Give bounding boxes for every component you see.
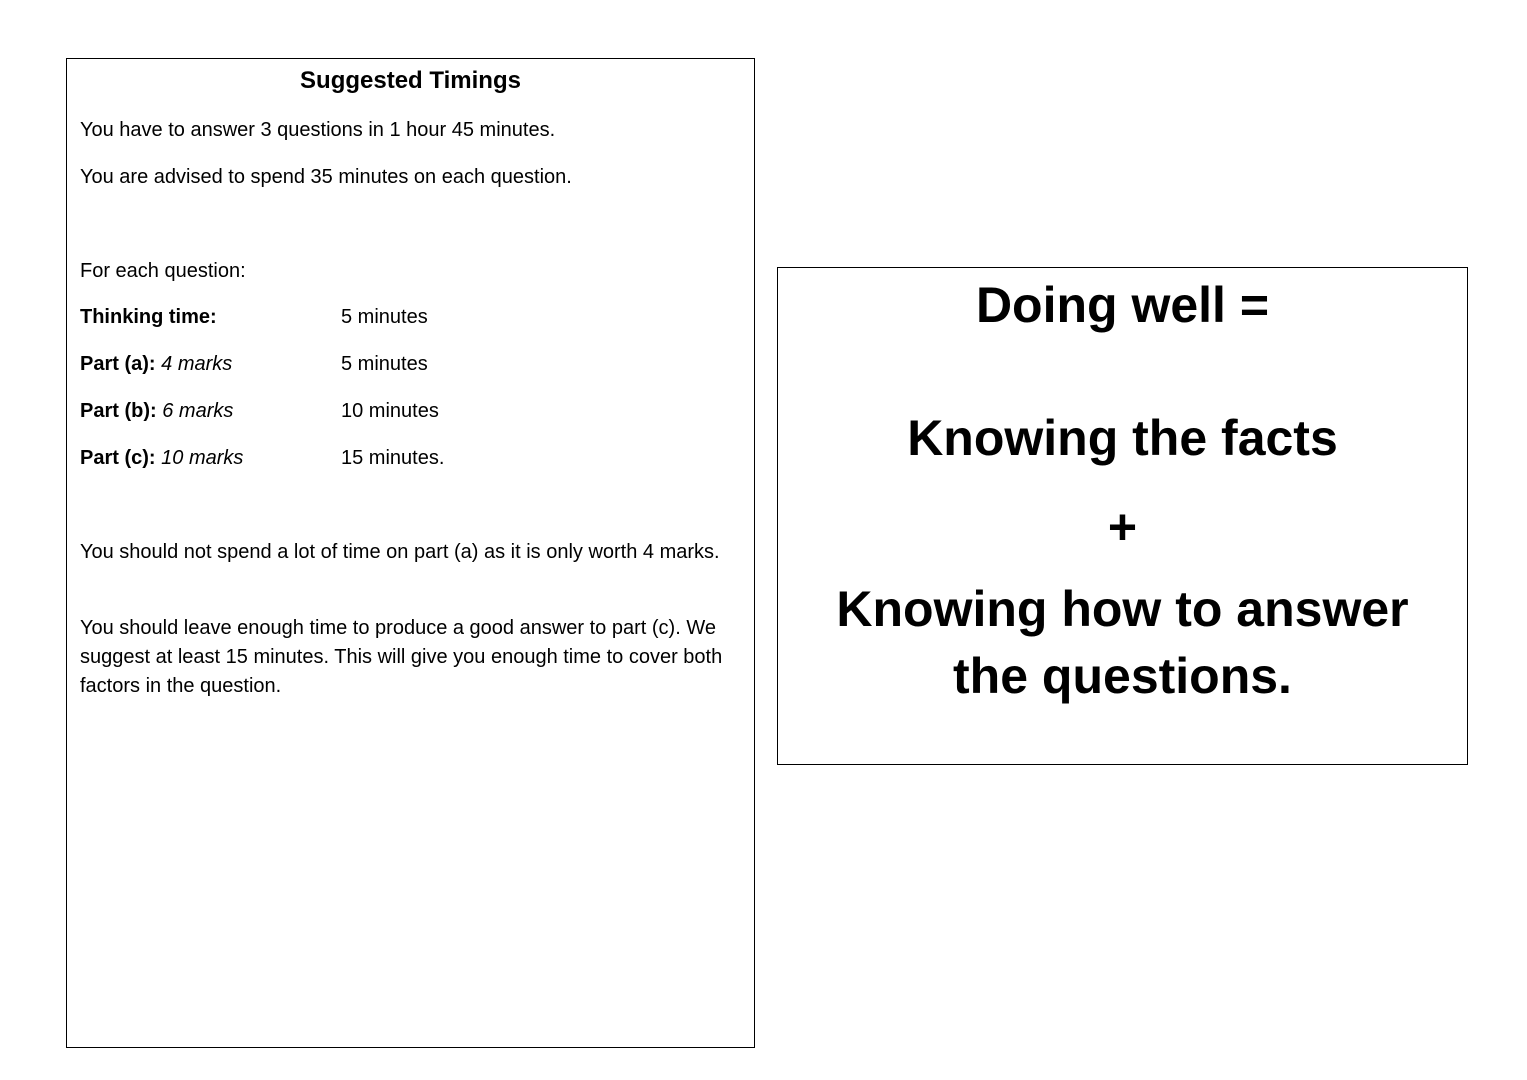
row-marks: 4 marks (161, 353, 233, 375)
timing-row-time: 5 minutes (341, 306, 428, 328)
for-each-question-text: For each question: (80, 260, 246, 282)
intro-text-2: You are advised to spend 35 minutes on each question. (80, 166, 572, 188)
timing-row-time: 10 minutes (341, 400, 439, 422)
row-part-label: Thinking time: (80, 306, 217, 328)
timing-row-time: 15 minutes. (341, 447, 445, 469)
intro-text-1: You have to answer 3 questions in 1 hour 45 minutes. (80, 119, 556, 141)
row-marks: 6 marks (162, 400, 234, 422)
doing-well-heading: Doing well = (975, 277, 1270, 333)
knowing-facts-text: Knowing the facts (907, 410, 1338, 466)
row-part-label: Part (b): (80, 400, 157, 422)
timing-row-label (80, 350, 232, 379)
row-part-label: Part (a): (80, 353, 156, 375)
timing-row-time: 5 minutes (341, 353, 428, 375)
plus-sign: + (1107, 499, 1138, 555)
advice-text-1: You should not spend a lot of time on part (a) as it is only worth 4 marks. (80, 541, 720, 563)
knowing-how-text: Knowing how to answer (836, 581, 1409, 637)
timing-row-label (80, 397, 233, 426)
row-part-label: Part (c): (80, 447, 156, 469)
timing-row-label (80, 303, 217, 332)
suggested-timings-title: Suggested Timings (300, 67, 521, 94)
the-questions-text: the questions. (953, 648, 1292, 704)
timing-row-label (80, 444, 243, 473)
row-marks: 10 marks (161, 447, 244, 469)
advice-text-2: You should leave enough time to produce a good answer to part (c). We suggest at least 15 minutes. This will give you enough time to cover both factors in the question. (80, 617, 723, 697)
